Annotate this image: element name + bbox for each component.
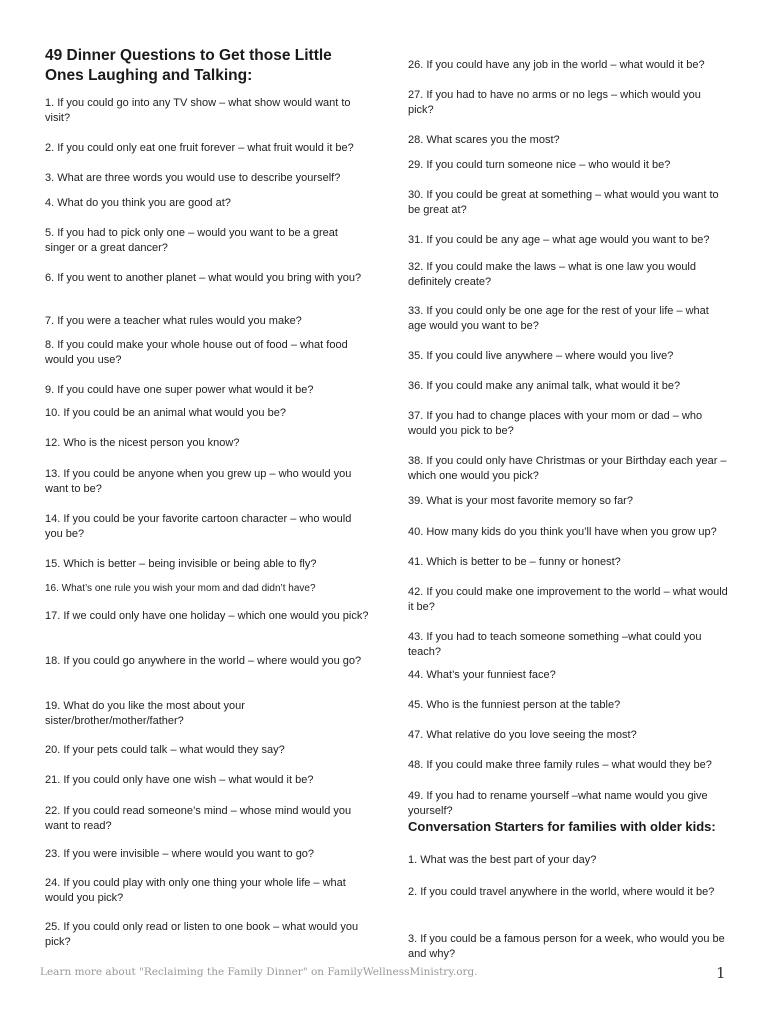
question-item: 42. If you could make one improvement to the world – what would it be? [408, 586, 728, 613]
question-item: 14. If you could be your favorite cartoon character – who would you be? [45, 513, 352, 540]
question-item: 28. What scares you the most? [408, 134, 560, 146]
question-item: 35. If you could live anywhere – where would you live? [408, 350, 674, 362]
question-item: 39. What is your most favorite memory so far? [408, 495, 633, 507]
question-item: 27. If you had to have no arms or no legs – which would you pick? [408, 89, 701, 116]
question-item: 22. If you could read someone’s mind – whose mind would you want to read? [45, 805, 352, 832]
question-item: 4. What do you think you are good at? [45, 197, 231, 209]
question-item: 13. If you could be anyone when you grew up – who would you want to be? [45, 468, 352, 495]
question-item: 26. If you could have any job in the world – what would it be? [408, 59, 705, 71]
question-item: 18. If you could go anywhere in the world – where would you go? [45, 655, 362, 667]
question-item: 24. If you could play with only one thing your whole life – what would you pick? [45, 877, 346, 904]
page-number: 1 [716, 964, 726, 982]
question-item: 7. If you were a teacher what rules would you make? [45, 315, 302, 327]
question-item: 31. If you could be any age – what age would you want to be? [408, 234, 710, 246]
question-item: 20. If your pets could talk – what would they say? [45, 744, 285, 756]
question-item: 45. Who is the funniest person at the table? [408, 699, 621, 711]
question-item: 3. What are three words you would use to describe yourself? [45, 172, 341, 184]
question-item: 9. If you could have one super power what would it be? [45, 384, 314, 396]
question-item: 32. If you could make the laws – what is one law you would definitely create? [408, 261, 696, 288]
question-item: 10. If you could be an animal what would you be? [45, 407, 286, 419]
question-item: 41. Which is better to be – funny or honest? [408, 556, 621, 568]
question-item: 21. If you could only have one wish – what would it be? [45, 774, 314, 786]
question-item: 38. If you could only have Christmas or your Birthday each year – which one would you pick? [408, 455, 727, 482]
question-item: 30. If you could be great at something – what would you want to be great at? [408, 189, 719, 216]
question-item: 6. If you went to another planet – what would you bring with you? [45, 272, 362, 284]
question-item: 33. If you could only be one age for the rest of your life – what age would you want to be? [408, 305, 709, 332]
question-item: 48. If you could make three family rules – what would they be? [408, 759, 712, 771]
question-item: 47. What relative do you love seeing the most? [408, 729, 637, 741]
page-title: 49 Dinner Questions to Get those Little Ones Laughing and Talking: [45, 47, 332, 84]
question-item: 16. What’s one rule you wish your mom and dad didn’t have? [45, 583, 316, 594]
older-question-item: 1. What was the best part of your day? [408, 854, 597, 866]
question-item: 36. If you could make any animal talk, what would it be? [408, 380, 681, 392]
question-item: 44. What’s your funniest face? [408, 669, 556, 681]
footer-note: Learn more about "Reclaiming the Family Dinner" on FamilyWellnessMinistry.org. [40, 966, 478, 978]
question-item: 2. If you could only eat one fruit forever – what fruit would it be? [45, 142, 354, 154]
question-item: 25. If you could only read or listen to one book – what would you pick? [45, 921, 359, 948]
question-item: 8. If you could make your whole house out of food – what food would you use? [45, 339, 348, 366]
question-item: 1. If you could go into any TV show – what show would want to visit? [45, 97, 351, 124]
question-item: 49. If you had to rename yourself –what name would you give yourself? [408, 790, 708, 817]
older-kids-heading: Conversation Starters for families with older kids: [408, 819, 716, 834]
question-item: 15. Which is better – being invisible or being able to fly? [45, 558, 317, 570]
question-item: 17. If we could only have one holiday – which one would you pick? [45, 610, 369, 622]
question-item: 23. If you were invisible – where would you want to go? [45, 848, 315, 860]
older-question-item: 2. If you could travel anywhere in the world, where would it be? [408, 886, 715, 898]
question-item: 19. What do you like the most about your sister/brother/mother/father? [45, 700, 245, 727]
question-item: 43. If you had to teach someone something –what could you teach? [408, 631, 702, 658]
question-item: 5. If you had to pick only one – would you want to be a great singer or a great dancer? [45, 227, 338, 254]
question-item: 29. If you could turn someone nice – who would it be? [408, 159, 671, 171]
question-item: 12. Who is the nicest person you know? [45, 437, 240, 449]
question-item: 40. How many kids do you think you’ll have when you grow up? [408, 526, 717, 538]
question-item: 37. If you had to change places with your mom or dad – who would you pick to be? [408, 410, 703, 437]
older-question-item: 3. If you could be a famous person for a week, who would you be and why? [408, 933, 725, 960]
